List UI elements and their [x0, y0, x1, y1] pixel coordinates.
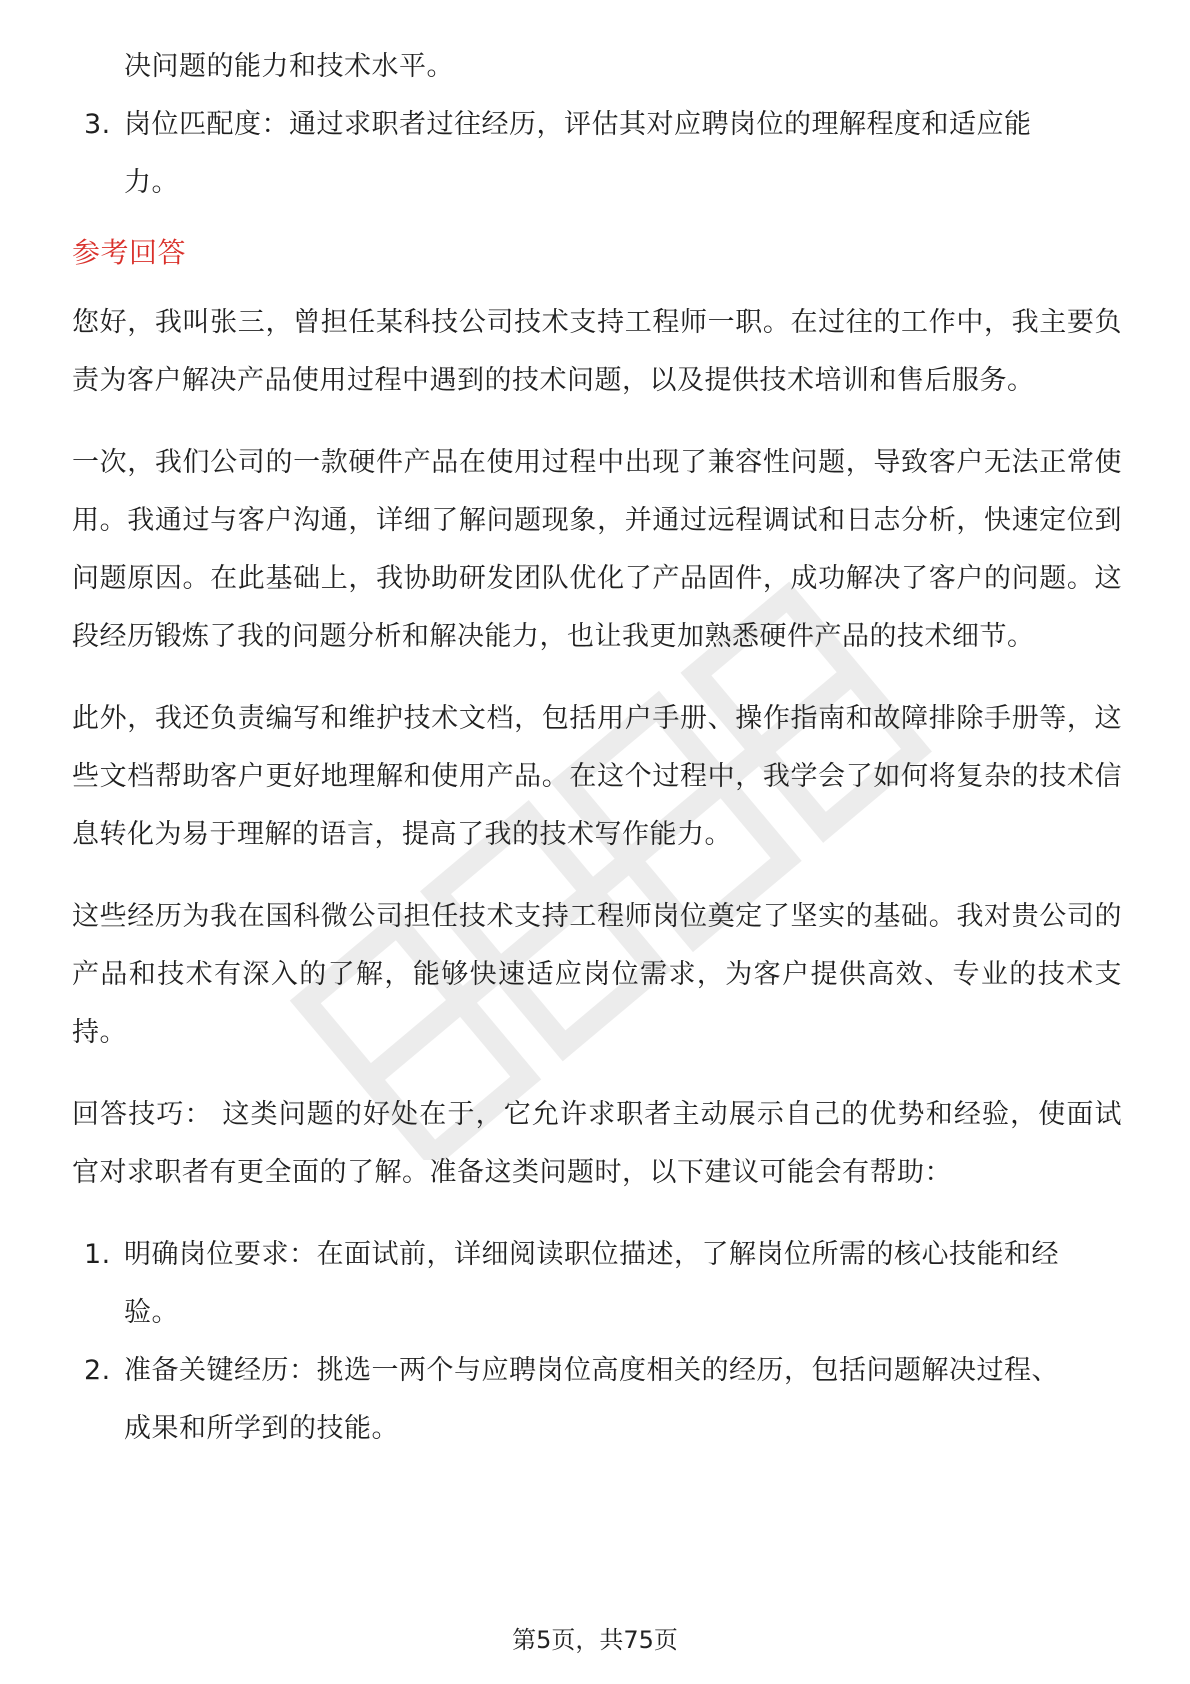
list-text-line: 验。	[124, 1297, 179, 1328]
list-number: 2.	[84, 1355, 111, 1386]
list-number: 1.	[84, 1239, 111, 1270]
answer-paragraph: 您好，我叫张三，曾担任某科技公司技术支持工程师一职。在过往的工作中，我主要负责为客户解决产品使用过程中遇到的技术问题，以及提供技术培训和售后服务。	[72, 307, 1122, 396]
criteria-continuation: 决问题的能力和技术水平。	[124, 51, 454, 82]
content-area	[72, 38, 1122, 1458]
list-text-line: 岗位匹配度：通过求职者过往经历，评估其对应聘岗位的理解程度和适应能	[124, 109, 1032, 140]
page-footer: 第5页，共75页	[512, 1626, 678, 1654]
list-item	[72, 1342, 1122, 1458]
list-text-line: 成果和所学到的技能。	[124, 1413, 399, 1444]
list-text-line: 明确岗位要求：在面试前，详细阅读职位描述，了解岗位所需的核心技能和经	[124, 1239, 1059, 1270]
list-text-line: 准备关键经历：挑选一两个与应聘岗位高度相关的经历，包括问题解决过程、	[124, 1355, 1059, 1386]
list-item	[72, 1226, 1122, 1342]
answer-paragraph: 此外，我还负责编写和维护技术文档，包括用户手册、操作指南和故障排除手册等，这些文档帮助客户更好地理解和使用产品。在这个过程中，我学会了如何将复杂的技术信息转化为易于理解的语言，提高了我的技术写作能力。	[72, 703, 1122, 850]
tips-intro-paragraph: 回答技巧： 这类问题的好处在于，它允许求职者主动展示自己的优势和经验，使面试官对求职者有更全面的了解。准备这类问题时，以下建议可能会有帮助：	[72, 1099, 1122, 1188]
answer-paragraph: 一次，我们公司的一款硬件产品在使用过程中出现了兼容性问题，导致客户无法正常使用。我通过与客户沟通，详细了解问题现象，并通过远程调试和日志分析，快速定位到问题原因。在此基础上，我协助研发团队优化了产品固件，成功解决了客户的问题。这段经历锻炼了我的问题分析和解决能力，也让我更加熟悉硬件产品的技术细节。	[72, 447, 1122, 652]
list-text-line: 力。	[124, 167, 179, 198]
reference-answer-heading: 参考回答	[72, 236, 187, 269]
list-item	[72, 96, 1122, 212]
tips-list	[72, 1226, 1122, 1458]
list-number: 3.	[84, 109, 111, 140]
answer-paragraph: 这些经历为我在国科微公司担任技术支持工程师岗位奠定了坚实的基础。我对贵公司的产品和技术有深入的了解，能够快速适应岗位需求，为客户提供高效、专业的技术支持。	[72, 901, 1122, 1048]
criteria-list	[72, 96, 1122, 212]
